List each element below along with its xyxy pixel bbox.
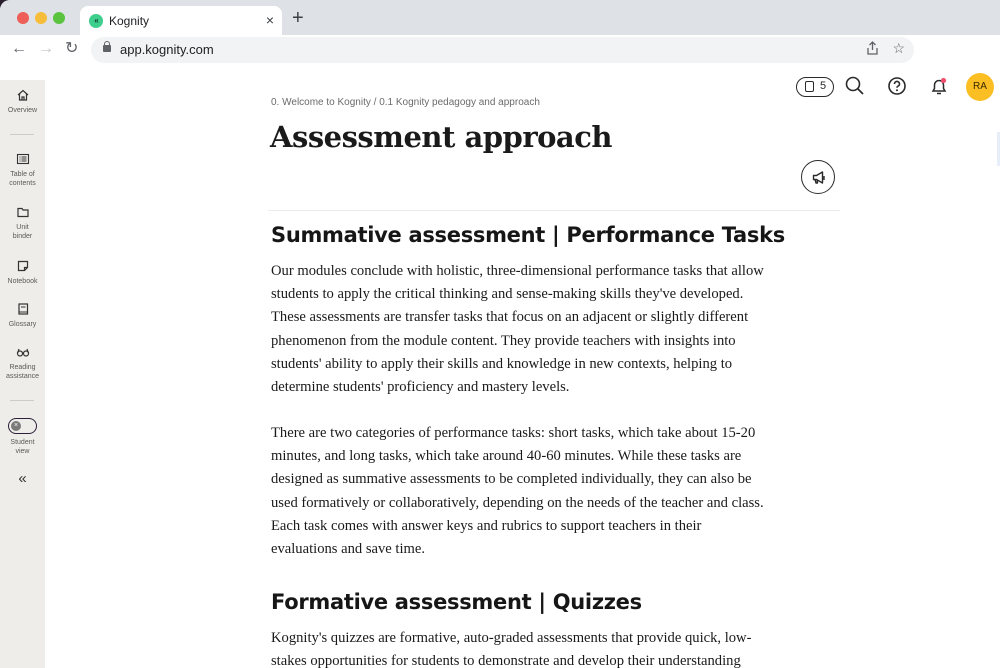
paragraph: Our modules conclude with holistic, three-dimensional performance tasks that allow students to apply the critical thinking and sense-making skills they've developed. These assessments are transfer tasks that focus on an adjacent or slightly different phenomenon from the module content. They provide teachers with insights into students' ability to apply their skills and knowledge in new contexts, helping to determine students' proficiency and mastery levels. [271,263,764,396]
sidebar-divider [10,400,34,401]
url-text[interactable]: app.kognity.com [120,42,214,57]
sidebar-item-notebook[interactable] [0,259,45,286]
share-icon[interactable] [866,41,879,58]
sidebar-item-label: Unit [16,224,29,231]
help-icon [886,75,908,97]
notifications-button[interactable] [928,75,950,97]
bookmark-star-icon[interactable]: ☆ [892,40,905,56]
notebook-icon [16,259,30,273]
browser-toolbar [0,35,1000,65]
student-view-toggle[interactable] [8,418,37,434]
announcement-button[interactable] [801,160,835,194]
title-divider [268,210,840,211]
folder-icon [16,205,30,219]
sidebar-item-glossary[interactable] [0,302,45,329]
megaphone-icon [802,161,836,195]
lock-icon[interactable] [103,45,111,52]
sidebar-item-label: binder [12,233,33,240]
new-tab-button[interactable]: + [292,7,304,29]
sidebar-item-table-of-contents[interactable] [0,152,45,188]
sidebar-item-label: view [15,448,30,455]
bell-icon [928,75,950,97]
user-avatar[interactable]: RA [966,73,994,101]
sidebar-divider [10,134,34,135]
sidebar-item-label: Reading [9,364,36,371]
double-chevron-left-icon: « [18,470,27,487]
sidebar [0,80,45,668]
collapse-sidebar-button[interactable] [0,470,45,487]
sidebar-item-label: Overview [7,107,38,114]
section-heading-summative: Summative assessment | Performance Tasks [271,223,785,247]
address-bar[interactable] [91,37,914,63]
sidebar-item-label: contents [9,180,36,187]
student-view-label [0,438,45,456]
list-icon [16,152,30,166]
browser-tab-kognity[interactable] [80,6,282,35]
paragraph: There are two categories of performance tasks: short tasks, which take about 15-20 minutes, and long tasks, which take around 40-60 minutes. While these tasks are designed as summative assessments to be completed individually, they can also be used formatively or collaboratively, depending on the needs of the teacher and class. Each task comes with answer keys and rubrics to support teachers in their evaluations and save time. [271,425,764,558]
reload-button[interactable]: ↻ [65,40,79,57]
back-button[interactable]: ← [11,40,27,57]
glasses-icon [16,345,30,359]
close-tab-icon[interactable]: × [265,12,274,28]
sidebar-item-label: Notebook [7,278,38,285]
tab-title: Kognity [109,14,150,28]
book-icon [16,302,30,316]
assignments-count: 5 [820,80,827,92]
clipboard-icon [805,81,814,92]
forward-button[interactable]: → [38,40,54,57]
close-icon: × [11,421,21,431]
help-button[interactable] [886,75,908,97]
page-title: Assessment approach [270,120,612,154]
sidebar-item-label: assistance [5,373,40,380]
sidebar-item-label: Glossary [8,321,37,328]
minimize-window-button[interactable] [35,12,47,24]
search-button[interactable] [844,75,866,97]
close-window-button[interactable] [17,12,29,24]
assignments-button[interactable] [796,77,834,97]
breadcrumb[interactable]: 0. Welcome to Kognity / 0.1 Kognity pedagogy and approach [271,97,540,108]
paragraph: Kognity's quizzes are formative, auto-graded assessments that provide quick, low-stakes opportunities for students to demonstrate and develop their understanding [271,630,752,668]
kognity-favicon-icon: « [89,14,103,28]
sidebar-item-label: Table of [10,171,35,178]
search-icon [844,75,866,97]
section-heading-formative: Formative assessment | Quizzes [271,590,642,614]
maximize-window-button[interactable] [53,12,65,24]
home-icon [16,88,30,102]
sidebar-item-reading-assistance[interactable] [0,345,45,381]
tab-strip [0,0,1000,35]
sidebar-item-label: Student [10,439,35,446]
app-area [0,80,1000,668]
sidebar-item-unit-binder[interactable] [0,205,45,241]
sidebar-item-overview[interactable] [0,88,45,115]
